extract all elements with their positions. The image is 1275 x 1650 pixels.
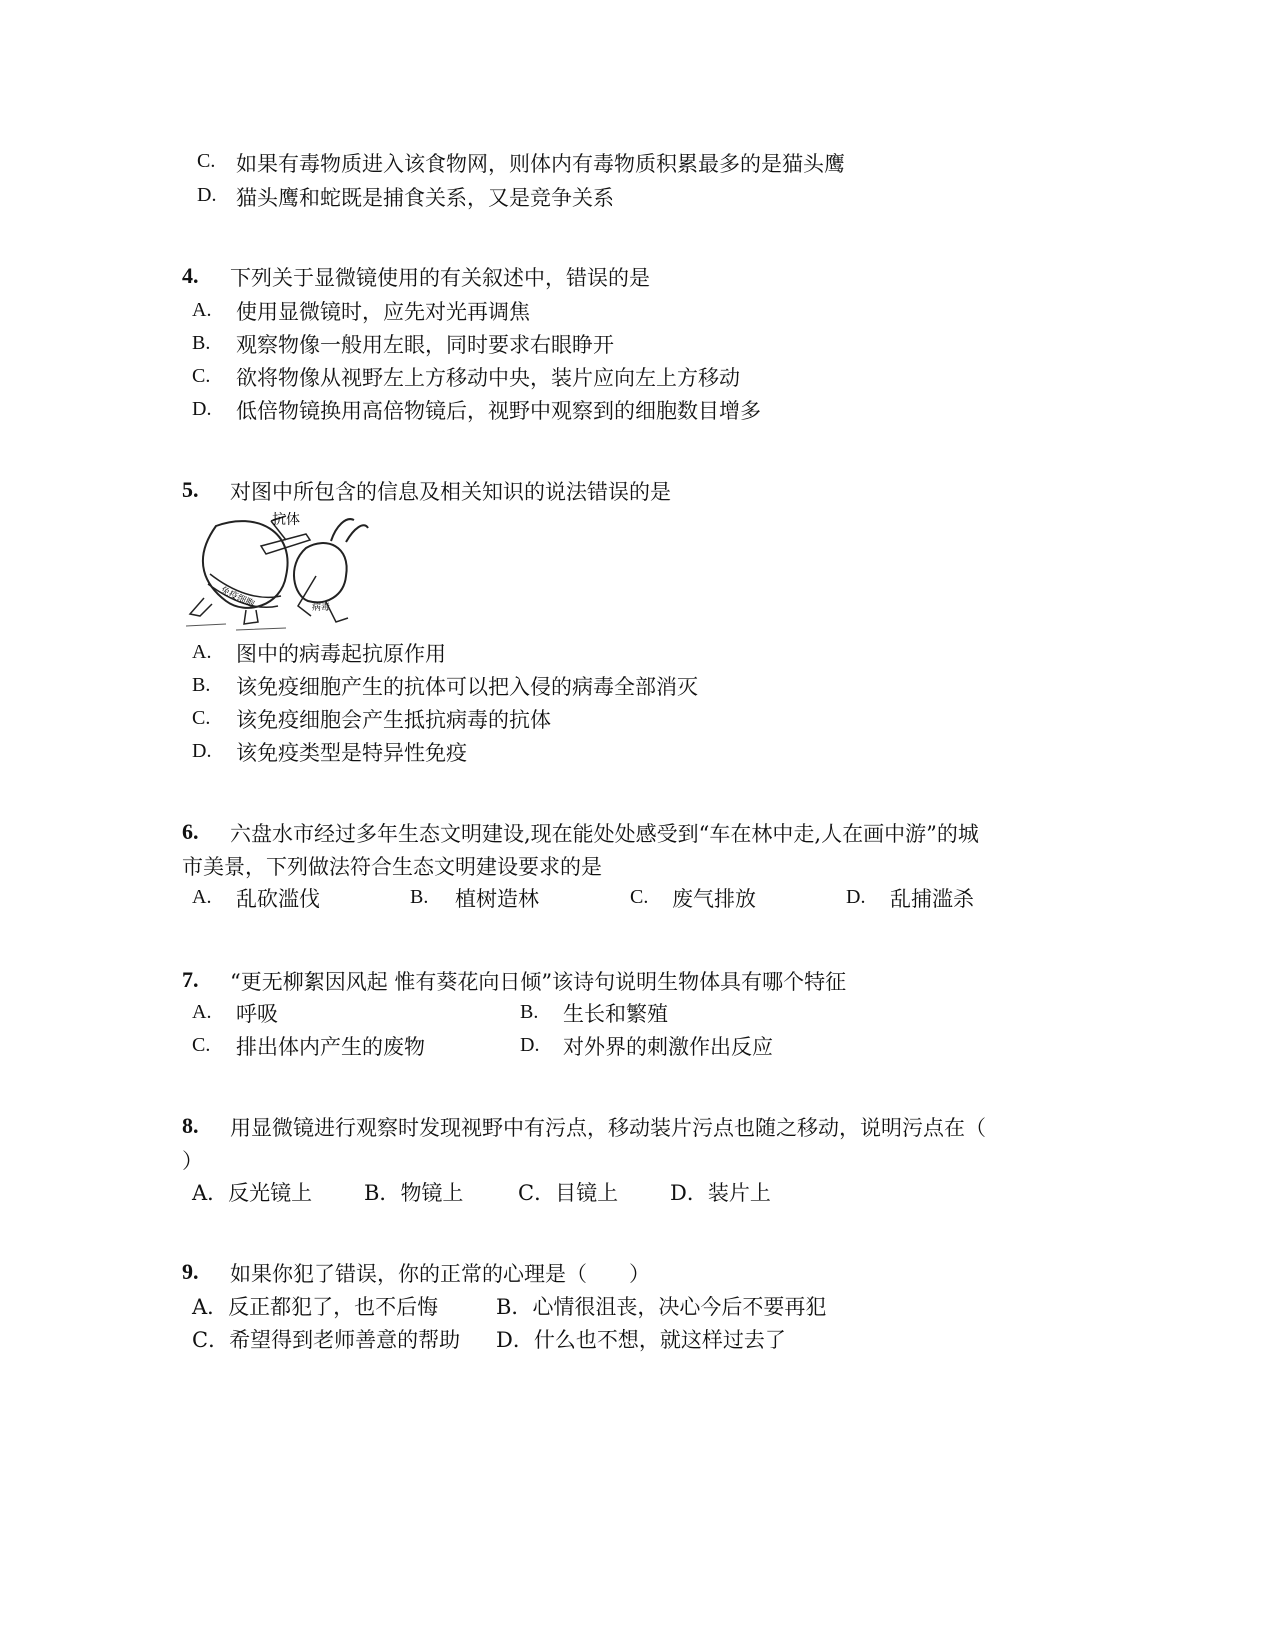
q6-option-a-letter: A. bbox=[192, 886, 212, 908]
q8-option-d-text: 装片上 bbox=[707, 1181, 771, 1205]
q4-option-b-text: 观察物像一般用左眼，同时要求右眼睁开 bbox=[236, 333, 614, 357]
q9-option-c-letter: C． bbox=[192, 1328, 230, 1352]
q6-option-a-text: 乱砍滥伐 bbox=[236, 887, 320, 911]
q4-option-a-text: 使用显微镜时，应先对光再调焦 bbox=[236, 300, 530, 324]
q5-option-d-letter: D. bbox=[192, 740, 212, 762]
q6-option-b-letter: B. bbox=[410, 886, 429, 908]
q8-option-c bbox=[518, 1177, 618, 1207]
q5-option-b-text: 该免疫细胞产生的抗体可以把入侵的病毒全部消灭 bbox=[236, 675, 698, 699]
q8-option-c-text: 目镜上 bbox=[555, 1181, 619, 1205]
q3-option-c-text: 如果有毒物质进入该食物网，则体内有毒物质积累最多的是猫头鹰 bbox=[236, 152, 845, 176]
virus-label: 病毒 bbox=[312, 603, 331, 613]
q7-stem: “更无柳絮因风起 惟有葵花向日倾”该诗句说明生物体具有哪个特征 bbox=[230, 970, 847, 994]
q4-option-a-letter: A. bbox=[192, 299, 212, 321]
q3-option-d-text: 猫头鹰和蛇既是捕食关系，又是竞争关系 bbox=[236, 186, 614, 210]
q9-option-b-text: 心情很沮丧，决心今后不要再犯 bbox=[532, 1295, 827, 1319]
q7-option-b-text: 生长和繁殖 bbox=[563, 1002, 668, 1026]
q8-option-c-letter: C． bbox=[518, 1181, 556, 1205]
q8-stem-line2: ） bbox=[182, 1149, 203, 1173]
q7-number: 7. bbox=[182, 967, 199, 992]
q8-stem-line1: 用显微镜进行观察时发现视野中有污点，移动装片污点也随之移动，说明污点在（ bbox=[230, 1116, 986, 1140]
q8-option-a-text: 反光镜上 bbox=[228, 1181, 313, 1205]
q6-option-b-text: 植树造林 bbox=[455, 887, 539, 911]
q8-option-d bbox=[670, 1177, 771, 1207]
antibody-label: 抗体 bbox=[272, 512, 300, 528]
q4-option-c-letter: C. bbox=[192, 365, 211, 387]
q9-stem: 如果你犯了错误，你的正常的心理是（ ） bbox=[230, 1262, 650, 1286]
q8-number: 8. bbox=[182, 1113, 199, 1138]
q7-option-a-text: 呼吸 bbox=[236, 1002, 278, 1026]
q9-option-d bbox=[496, 1324, 786, 1354]
q7-option-c-letter: C. bbox=[192, 1034, 211, 1056]
q7-option-d-text: 对外界的刺激作出反应 bbox=[563, 1035, 773, 1059]
q4-number: 4. bbox=[182, 263, 199, 288]
q5-option-a-letter: A. bbox=[192, 641, 212, 663]
immune-cell-label: 免疫细胞 bbox=[218, 585, 256, 610]
q7-option-a-letter: A. bbox=[192, 1001, 212, 1023]
q6-number: 6. bbox=[182, 819, 199, 844]
q9-option-d-text: 什么也不想，就这样过去了 bbox=[533, 1328, 786, 1352]
q4-option-b-letter: B. bbox=[192, 332, 211, 354]
q8-option-d-letter: D． bbox=[670, 1181, 708, 1205]
virus-shape bbox=[294, 543, 347, 602]
q8-option-b-letter: B． bbox=[364, 1181, 401, 1205]
q9-option-b-letter: B． bbox=[496, 1295, 533, 1319]
q6-stem-line2: 市美景，下列做法符合生态文明建设要求的是 bbox=[182, 855, 602, 879]
q8-option-b-text: 物镜上 bbox=[400, 1181, 464, 1205]
q6-option-c-letter: C. bbox=[630, 886, 649, 908]
q5-option-b-letter: B. bbox=[192, 674, 211, 696]
q4-option-d-letter: D. bbox=[192, 398, 212, 420]
q9-option-a-text: 反正都犯了，也不后悔 bbox=[228, 1295, 439, 1319]
q9-option-a bbox=[192, 1291, 438, 1321]
q5-number: 5. bbox=[182, 477, 199, 502]
q8-option-a bbox=[192, 1177, 312, 1207]
q7-option-d-letter: D. bbox=[520, 1034, 540, 1056]
q9-option-c-text: 希望得到老师善意的帮助 bbox=[229, 1328, 461, 1352]
q6-option-d-text: 乱捕滥杀 bbox=[890, 887, 974, 911]
q4-option-c-text: 欲将物像从视野左上方移动中央，装片应向左上方移动 bbox=[236, 366, 740, 390]
q7-option-c-text: 排出体内产生的废物 bbox=[236, 1035, 425, 1059]
q4-option-d-text: 低倍物镜换用高倍物镜后，视野中观察到的细胞数目增多 bbox=[236, 399, 761, 423]
q3-option-c-letter: C. bbox=[197, 150, 216, 172]
immune-cell-virus-illustration bbox=[186, 506, 376, 636]
q9-option-b bbox=[496, 1291, 826, 1321]
q5-option-c-letter: C. bbox=[192, 707, 211, 729]
q9-number: 9. bbox=[182, 1259, 199, 1284]
q5-stem: 对图中所包含的信息及相关知识的说法错误的是 bbox=[230, 480, 671, 504]
q8-option-a-letter: A． bbox=[192, 1181, 229, 1205]
q5-option-a-text: 图中的病毒起抗原作用 bbox=[236, 642, 446, 666]
q8-option-b bbox=[364, 1177, 463, 1207]
q3-option-d-letter: D. bbox=[197, 184, 217, 206]
q6-stem-line1: 六盘水市经过多年生态文明建设,现在能处处感受到“车在林中走,人在画中游”的城 bbox=[230, 822, 979, 846]
q6-option-c-text: 废气排放 bbox=[672, 887, 756, 911]
q9-option-a-letter: A． bbox=[192, 1295, 229, 1319]
q6-option-d-letter: D. bbox=[846, 886, 866, 908]
q5-option-c-text: 该免疫细胞会产生抵抗病毒的抗体 bbox=[236, 708, 551, 732]
q7-option-b-letter: B. bbox=[520, 1001, 539, 1023]
q9-option-d-letter: D． bbox=[496, 1328, 534, 1352]
q9-option-c bbox=[192, 1324, 460, 1354]
q4-stem: 下列关于显微镜使用的有关叙述中，错误的是 bbox=[230, 266, 650, 290]
immune-cell-shape bbox=[203, 521, 288, 608]
q5-option-d-text: 该免疫类型是特异性免疫 bbox=[236, 741, 467, 765]
